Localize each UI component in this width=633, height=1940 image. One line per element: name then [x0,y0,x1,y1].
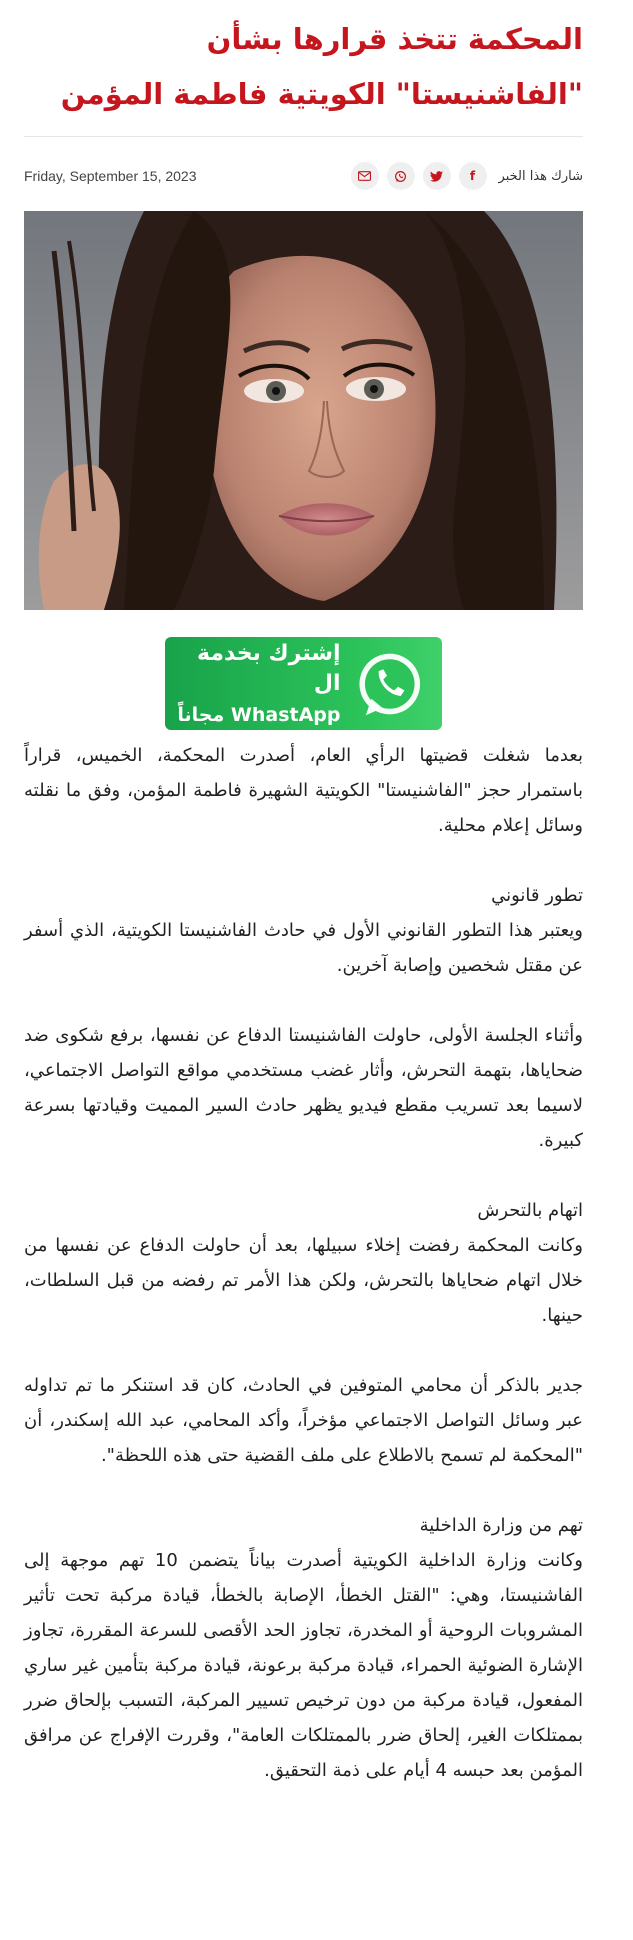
portrait-photo [24,211,583,610]
promo-line-2: WhastApp مجاناً [177,703,341,726]
whatsapp-subscribe-banner[interactable] [165,637,442,730]
paragraph-text: بعدما شغلت قضيتها الرأي العام، أصدرت المحكمة، الخميس، قراراً باستمرار حجز "الفاشنيستا" الكويتية الشهيرة فاطمة المؤمن، وفق ما نقلته وسائل إعلام محلية. [24,745,583,836]
promo-container [24,637,583,730]
whatsapp-icon [353,645,427,723]
promo-text [173,639,341,729]
paragraph-text: ويعتبر هذا التطور القانوني الأول في حادث الفاشنيستا الكويتية، الذي أسفر عن مقتل شخصين وإصابة آخرين. [24,920,583,976]
twitter-share-button[interactable] [423,162,451,190]
paragraph [24,1368,583,1473]
share-bar [351,162,583,190]
whatsapp-share-button[interactable] [387,162,415,190]
article-hero-image [24,211,583,610]
publish-date: Friday, September 15, 2023 [24,168,197,184]
promo-line-1: إشترك بخدمة ال [197,640,341,696]
facebook-icon: f [469,169,476,183]
article-meta [24,161,583,191]
paragraph-heading: تهم من وزارة الداخلية [419,1515,583,1536]
paragraph [24,1018,583,1158]
paragraph [24,878,583,983]
paragraph-heading: تطور قانوني [491,885,583,906]
article-headline: المحكمة تتخذ قرارها بشأن "الفاشنيستا" الكويتية فاطمة المؤمن [60,22,583,111]
headline-divider [24,136,583,137]
paragraph [24,1193,583,1333]
paragraph-text: جدير بالذكر أن محامي المتوفين في الحادث، كان قد استنكر ما تم تداوله عبر وسائل التواصل الاجتماعي مؤخراً، وأكد المحامي، عبد الله إسكندر، أن "المحكمة لم تسمح بالاطلاع على ملف القضية حتى هذه اللحظة". [24,1375,583,1466]
whatsapp-icon [394,170,407,183]
paragraph [24,1508,583,1788]
email-icon [358,171,371,181]
paragraph-text: وأثناء الجلسة الأولى، حاولت الفاشنيستا الدفاع عن نفسها، برفع شكوى ضد ضحاياها، بتهمة التحرش، وأثار غضب مستخدمي مواقع التواصل الاجتماعي، لاسيما بعد تسريب مقطع فيديو يظهر حادث السير المميت وقيادتها بسرعة كبيرة. [24,1025,583,1151]
paragraph [24,738,583,843]
paragraph-heading: اتهام بالتحرش [477,1200,583,1221]
paragraph-text: وكانت وزارة الداخلية الكويتية أصدرت بياناً يتضمن 10 تهم موجهة إلى الفاشنيستا، وهي: "القتل الخطأ، الإصابة بالخطأ، قيادة مركبة تحت تأثير المشروبات الروحية أو المخدرة، تجاوز الحد الأقصى للسرعة المقررة، تجاوز الإشارة الضوئية الحمراء، قيادة مركبة برعونة، قيادة مركبة بتأمين غير ساري المفعول، قيادة مركبة من دون ترخيص تسيير المركبة، التسبب بإلحاق ضرر بممتلكات الغير، إلحاق ضرر بالممتلكات العامة"، وقررت الإفراج عن مرافق المؤمن بعد حبسه 4 أيام على ذمة التحقيق. [24,1550,583,1781]
share-label: شارك هذا الخبر [498,168,583,184]
email-share-button[interactable] [351,162,379,190]
twitter-icon [430,171,443,182]
paragraph-text: وكانت المحكمة رفضت إخلاء سبيلها، بعد أن حاولت الدفاع عن نفسها من خلال اتهام ضحاياها بالتحرش، ولكن هذا الأمر تم رفضه من قبل السلطات، حينها. [24,1235,583,1326]
facebook-share-button[interactable] [459,162,487,190]
article-body [24,738,583,1788]
